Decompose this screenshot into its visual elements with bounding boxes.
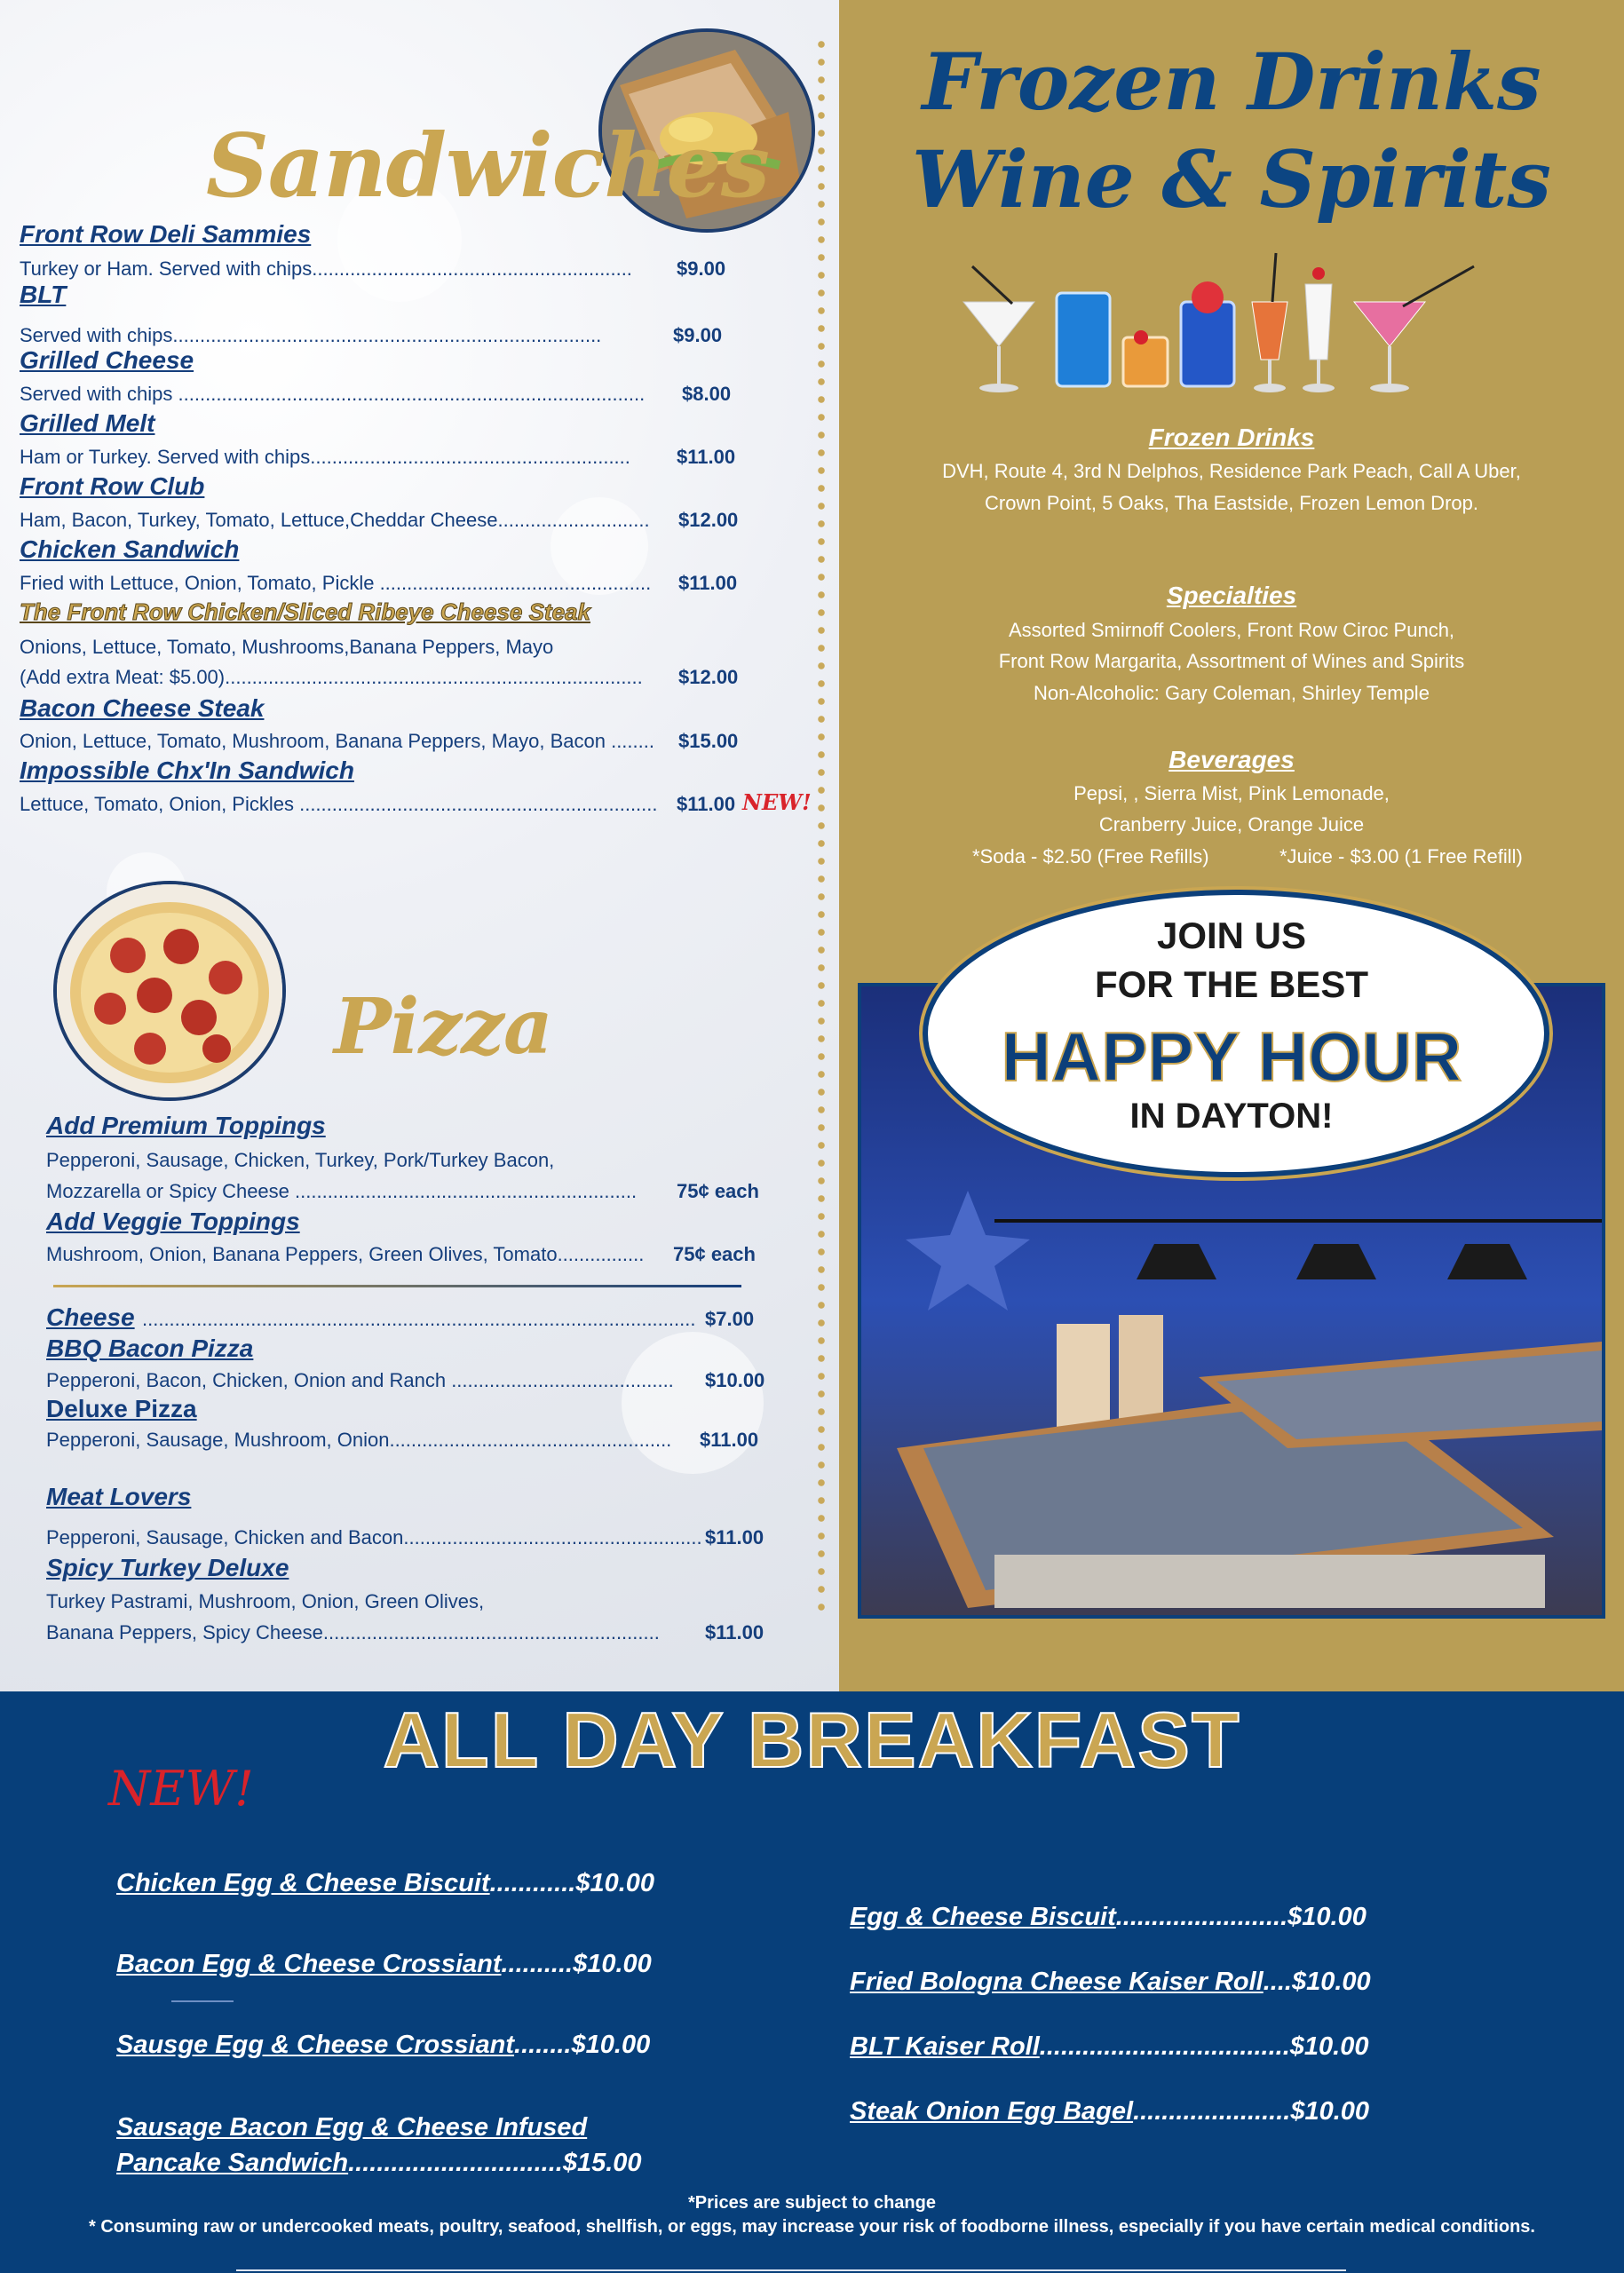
menu-item-price: $11.00 — [700, 1429, 759, 1451]
breakfast-item: BLT Kaiser Roll...................................$10.00 — [850, 2032, 1369, 2061]
happy-hour-line4: IN DAYTON! — [1129, 1097, 1334, 1136]
breakfast-item: Sausage Bacon Egg & Cheese Infused — [116, 2113, 588, 2142]
menu-item-price: $11.00 — [678, 572, 738, 594]
menu-item-dots: ...................................................................................................... — [142, 1308, 696, 1330]
menu-item-desc: Served with chips............................................................................... — [20, 324, 602, 346]
menu-item-name: Grilled Cheese — [20, 346, 194, 374]
breakfast-panel — [0, 1691, 1624, 2273]
menu-item-name: Front Row Club — [20, 472, 205, 500]
menu-item-price: $15.00 — [678, 730, 739, 752]
drinks-title-line1: Frozen Drinks — [922, 36, 1541, 128]
divider-line — [171, 2000, 234, 2002]
bottom-rule — [236, 2269, 1346, 2271]
menu-item-name: Spicy Turkey Deluxe — [46, 1554, 289, 1581]
new-badge: NEW! — [742, 789, 812, 815]
menu-item-name: Deluxe Pizza — [46, 1395, 197, 1422]
beverages-line: Pepsi, , Sierra Mist, Pink Lemonade, — [1073, 782, 1390, 804]
menu-item-desc: Ham, Bacon, Turkey, Tomato, Lettuce,Cheddar Cheese............................ — [20, 509, 650, 531]
menu-item-price: $12.00 — [678, 666, 739, 688]
specialties-line: Front Row Margarita, Assortment of Wines and Spirits — [998, 650, 1465, 672]
menu-item-desc: Mushroom, Onion, Banana Peppers, Green Olives, Tomato................ — [46, 1243, 645, 1265]
menu-item-desc: Mozzarella or Spicy Cheese ............................................................... — [46, 1180, 638, 1202]
breakfast-item: Fried Bologna Cheese Kaiser Roll....$10.00 — [850, 1968, 1371, 1996]
new-badge: NEW! — [108, 1761, 254, 1817]
drinks-title-line2: Wine & Spirits — [912, 133, 1551, 226]
happy-hour-line3: HAPPY HOUR — [1001, 1018, 1462, 1096]
breakfast-item: Steak Onion Egg Bagel......................$10.00 — [850, 2097, 1370, 2126]
menu-item-price: $9.00 — [677, 257, 726, 280]
menu-item-price: $11.00 — [705, 1621, 764, 1643]
menu-item-price: $11.00 — [677, 446, 736, 468]
breakfast-item: Egg & Cheese Biscuit........................$10.00 — [850, 1903, 1367, 1931]
menu-item-desc: Pepperoni, Sausage, Chicken and Bacon....................................................... — [46, 1526, 702, 1548]
menu-item-price: $11.00 — [705, 1526, 764, 1548]
menu-item-name: Impossible Chx'In Sandwich — [20, 756, 354, 784]
beverages-line: Cranberry Juice, Orange Juice — [1098, 813, 1365, 836]
menu-item-desc: Turkey Pastrami, Mushroom, Onion, Green Olives, — [46, 1590, 485, 1612]
specialties-line: Non-Alcoholic: Gary Coleman, Shirley Temple — [1034, 682, 1430, 704]
section-divider — [53, 1285, 741, 1287]
menu-item-price: 75¢ each — [673, 1243, 756, 1265]
price-note: *Prices are subject to change — [687, 2193, 936, 2213]
menu-item-desc: Served with chips ...................................................................................... — [20, 383, 646, 405]
menu-item-desc: Fried with Lettuce, Onion, Tomato, Pickle .................................................. — [20, 572, 652, 594]
menu-item-name: BBQ Bacon Pizza — [46, 1334, 254, 1362]
frozen-drinks-line: DVH, Route 4, 3rd N Delphos, Residence Park Peach, Call A Uber, — [942, 460, 1521, 482]
menu-item-desc: Pepperoni, Bacon, Chicken, Onion and Ranch ......................................... — [46, 1369, 674, 1391]
menu-item-price: $12.00 — [678, 509, 739, 531]
menu-item-price: 75¢ each — [677, 1180, 759, 1202]
menu-item-desc: Onion, Lettuce, Tomato, Mushroom, Banana Peppers, Mayo, Bacon ........ — [20, 730, 654, 752]
menu-item-desc: Lettuce, Tomato, Onion, Pickles .................................................................. — [20, 793, 658, 815]
menu-item-desc: Banana Peppers, Spicy Cheese.............................................................. — [46, 1621, 660, 1643]
menu-item-desc: Pepperoni, Sausage, Mushroom, Onion.................................................... — [46, 1429, 672, 1451]
menu-item-desc: (Add extra Meat: $5.00)............................................................................. — [20, 666, 643, 688]
specialties-heading: Specialties — [1166, 582, 1297, 609]
menu-item-name: Front Row Deli Sammies — [20, 220, 312, 248]
menu-item-name: Bacon Cheese Steak — [20, 694, 265, 722]
frozen-drinks-heading: Frozen Drinks — [1148, 424, 1315, 451]
drinks-panel — [839, 0, 1624, 1691]
specialties-line: Assorted Smirnoff Coolers, Front Row Ciroc Punch, — [1008, 619, 1455, 641]
menu-item-name: The Front Row Chicken/Sliced Ribeye Cheese Steak — [20, 598, 590, 625]
menu-item-name: Cheese — [46, 1303, 135, 1331]
dotted-divider — [817, 36, 826, 1616]
frozen-drinks-line: Crown Point, 5 Oaks, Tha Eastside, Frozen Lemon Drop. — [985, 492, 1478, 514]
happy-hour-line1: JOIN US — [1156, 915, 1307, 956]
menu-item-price: $7.00 — [705, 1308, 755, 1330]
health-warning: * Consuming raw or undercooked meats, poultry, seafood, shellfish, or eggs, may increase your risk of foodborne illness, especially if you have certain medical conditions. — [89, 2217, 1535, 2237]
soda-price: *Soda - $2.50 (Free Refills) — [972, 845, 1209, 867]
breakfast-item: Sausge Egg & Cheese Crossiant........$10.00 — [116, 2031, 651, 2059]
menu-item-name: Add Veggie Toppings — [46, 1208, 300, 1235]
sandwiches-title: Sandwiches — [206, 115, 770, 218]
menu-item-name: Add Premium Toppings — [46, 1112, 326, 1139]
menu-item-desc: Turkey or Ham. Served with chips........................................................... — [20, 257, 632, 280]
cocktail-glasses-image — [928, 249, 1532, 400]
pizza-title: Pizza — [334, 982, 552, 1072]
background-sparkle — [622, 1332, 764, 1474]
happy-hour-line2: FOR THE BEST — [1094, 963, 1368, 1005]
food-menu-panel — [0, 0, 839, 1691]
menu-item-desc: Pepperoni, Sausage, Chicken, Turkey, Pork/Turkey Bacon, — [46, 1149, 555, 1171]
menu-item-price: $9.00 — [673, 324, 723, 346]
menu-item-name: Chicken Sandwich — [20, 535, 240, 563]
menu-item-name: Grilled Melt — [20, 409, 155, 437]
beverages-heading: Beverages — [1168, 746, 1295, 773]
menu-item-desc: Ham or Turkey. Served with chips........................................................... — [20, 446, 630, 468]
breakfast-item: Pancake Sandwich..............................$15.00 — [116, 2149, 642, 2177]
pizza-photo — [53, 881, 286, 1101]
menu-item-price: $11.00 — [677, 793, 736, 815]
menu-item-price: $8.00 — [682, 383, 732, 405]
breakfast-item: Bacon Egg & Cheese Crossiant..........$10.00 — [116, 1950, 652, 1978]
menu-item-name: BLT — [20, 281, 67, 308]
menu-item-name: Meat Lovers — [46, 1483, 192, 1510]
menu-item-desc: Onions, Lettuce, Tomato, Mushrooms,Banana Peppers, Mayo — [20, 636, 554, 658]
breakfast-item: Chicken Egg & Cheese Biscuit............$10.00 — [116, 1869, 655, 1897]
juice-price: *Juice - $3.00 (1 Free Refill) — [1279, 845, 1523, 867]
breakfast-title: ALL DAY BREAKFAST — [383, 1696, 1241, 1784]
menu-item-price: $10.00 — [705, 1369, 765, 1391]
